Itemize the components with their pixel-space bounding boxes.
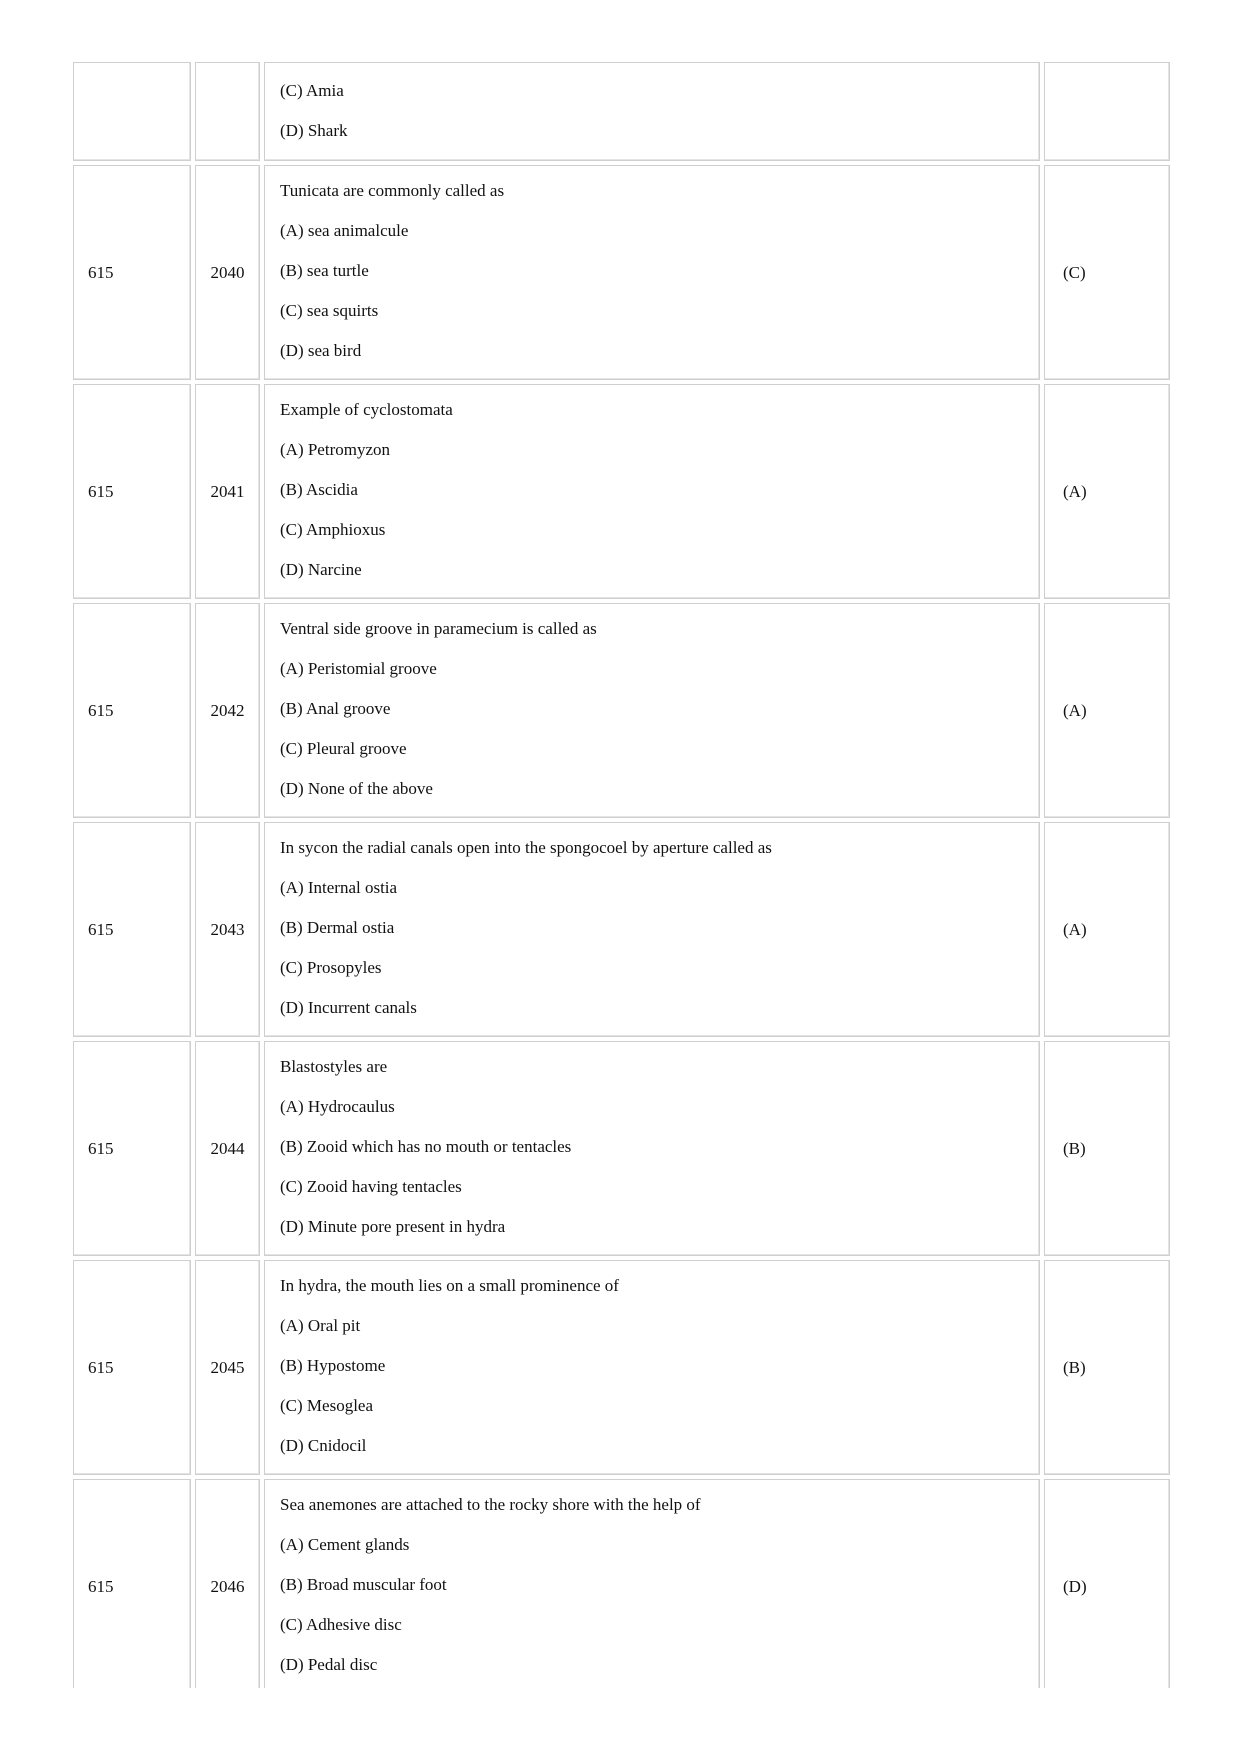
option-text: (D) Pedal disc bbox=[280, 1655, 378, 1674]
question-number-cell: 2041 bbox=[195, 384, 260, 599]
option-text: (B) Hypostome bbox=[280, 1356, 386, 1375]
question-cell bbox=[264, 62, 1040, 161]
option-text: (C) Amphioxus bbox=[280, 520, 386, 539]
answer-cell: (C) bbox=[1044, 165, 1170, 380]
answer-cell: (A) bbox=[1044, 822, 1170, 1037]
question-text: Example of cyclostomata bbox=[280, 400, 453, 419]
option-text: (D) Incurrent canals bbox=[280, 998, 417, 1017]
subject-code-cell: 615 bbox=[73, 1479, 191, 1688]
question-table bbox=[73, 58, 1170, 1688]
answer-cell: (D) bbox=[1044, 1479, 1170, 1688]
question-number-cell bbox=[195, 62, 260, 161]
option-text: (C) Amia bbox=[280, 81, 344, 100]
option-text: (B) Dermal ostia bbox=[280, 918, 395, 937]
option-text: (C) Zooid having tentacles bbox=[280, 1177, 462, 1196]
question-cell bbox=[264, 1041, 1040, 1256]
option-text: (B) sea turtle bbox=[280, 261, 369, 280]
table-row bbox=[73, 165, 1170, 380]
option-text: (C) Adhesive disc bbox=[280, 1615, 402, 1634]
answer-cell: (B) bbox=[1044, 1041, 1170, 1256]
option-text: (A) Cement glands bbox=[280, 1535, 410, 1554]
option-text: (D) Narcine bbox=[280, 560, 362, 579]
option-text: (B) Ascidia bbox=[280, 480, 358, 499]
answer-cell: (A) bbox=[1044, 603, 1170, 818]
question-text: In sycon the radial canals open into the spongocoel by aperture called as bbox=[280, 838, 772, 857]
question-number-cell: 2046 bbox=[195, 1479, 260, 1688]
option-text: (A) Petromyzon bbox=[280, 440, 391, 459]
option-text: (C) Pleural groove bbox=[280, 739, 407, 758]
option-text: (A) Internal ostia bbox=[280, 878, 398, 897]
option-text: (C) sea squirts bbox=[280, 301, 379, 320]
table-row bbox=[73, 603, 1170, 818]
question-cell bbox=[264, 822, 1040, 1037]
subject-code-cell: 615 bbox=[73, 384, 191, 599]
option-text: (C) Prosopyles bbox=[280, 958, 382, 977]
subject-code-cell bbox=[73, 62, 191, 161]
table-row bbox=[73, 822, 1170, 1037]
question-cell bbox=[264, 384, 1040, 599]
question-cell bbox=[264, 1479, 1040, 1688]
subject-code-cell: 615 bbox=[73, 1041, 191, 1256]
option-text: (A) sea animalcule bbox=[280, 221, 409, 240]
subject-code-cell: 615 bbox=[73, 822, 191, 1037]
option-text: (D) Shark bbox=[280, 121, 348, 140]
question-table-page bbox=[73, 58, 1170, 1688]
question-number-cell: 2042 bbox=[195, 603, 260, 818]
question-text: Tunicata are commonly called as bbox=[280, 181, 505, 200]
question-text: Sea anemones are attached to the rocky shore with the help of bbox=[280, 1495, 701, 1514]
option-text: (B) Broad muscular foot bbox=[280, 1575, 447, 1594]
option-text: (D) sea bird bbox=[280, 341, 362, 360]
question-number-cell: 2045 bbox=[195, 1260, 260, 1475]
option-text: (C) Mesoglea bbox=[280, 1396, 374, 1415]
option-text: (D) Cnidocil bbox=[280, 1436, 367, 1455]
subject-code-cell: 615 bbox=[73, 1260, 191, 1475]
option-text: (B) Anal groove bbox=[280, 699, 391, 718]
table-row bbox=[73, 1041, 1170, 1256]
question-cell bbox=[264, 165, 1040, 380]
table-row-partial bbox=[73, 62, 1170, 161]
answer-cell bbox=[1044, 62, 1170, 161]
subject-code-cell: 615 bbox=[73, 165, 191, 380]
question-number-cell: 2043 bbox=[195, 822, 260, 1037]
answer-cell: (B) bbox=[1044, 1260, 1170, 1475]
question-cell bbox=[264, 603, 1040, 818]
table-row bbox=[73, 384, 1170, 599]
option-text: (A) Hydrocaulus bbox=[280, 1097, 395, 1116]
option-text: (B) Zooid which has no mouth or tentacles bbox=[280, 1137, 572, 1156]
subject-code-cell: 615 bbox=[73, 603, 191, 818]
question-text: In hydra, the mouth lies on a small prominence of bbox=[280, 1276, 619, 1295]
question-number-cell: 2040 bbox=[195, 165, 260, 380]
option-text: (D) None of the above bbox=[280, 779, 433, 798]
table-row bbox=[73, 1260, 1170, 1475]
answer-cell: (A) bbox=[1044, 384, 1170, 599]
question-number-cell: 2044 bbox=[195, 1041, 260, 1256]
question-text: Blastostyles are bbox=[280, 1057, 388, 1076]
option-text: (A) Peristomial groove bbox=[280, 659, 437, 678]
table-row bbox=[73, 1479, 1170, 1688]
option-text: (A) Oral pit bbox=[280, 1316, 361, 1335]
question-cell bbox=[264, 1260, 1040, 1475]
question-text: Ventral side groove in paramecium is called as bbox=[280, 619, 597, 638]
option-text: (D) Minute pore present in hydra bbox=[280, 1217, 506, 1236]
